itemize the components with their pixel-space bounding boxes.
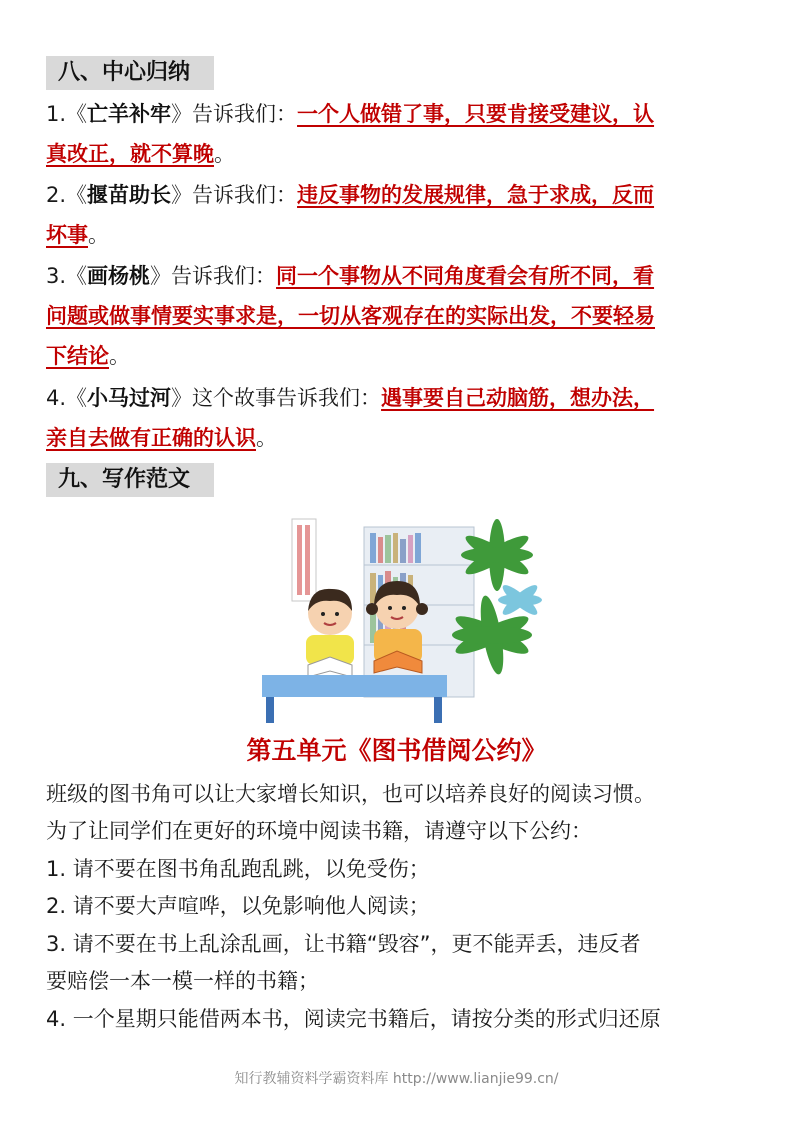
answer-text: 问题或做事情要实事求是，一切从客观存在的实际出发，不要轻易 [46,304,655,328]
book-bracket-close: 》 [150,264,172,288]
book-bracket-open: 《 [66,102,88,126]
answer-text: 亲自去做有正确的认识 [46,426,256,450]
item-number: 4. [46,386,67,410]
essay-line-4: 2. 请不要大声喧哗，以免影响他人阅读； [46,894,430,918]
answer-text: 真改正，就不算晚 [46,142,214,166]
summary-item-1-cont [46,134,749,174]
book-bracket-open: 《 [66,386,88,410]
summary-item-2 [46,175,749,215]
item-number: 2. [46,183,67,207]
lead-text: 这个故事告诉我们： [192,386,382,410]
essay-line-2: 为了让同学们在更好的环境中阅读书籍，请遵守以下公约： [46,819,592,843]
essay-line-6: 要赔偿一本一模一样的书籍； [46,969,319,993]
book-bracket-close: 》 [171,386,193,410]
essay-line-5: 3. 请不要在书上乱涂乱画，让书籍“毁容”，更不能弄丢，违反者 [46,932,641,956]
answer-text: 坏事 [46,223,88,247]
book-title: 亡羊补牢 [87,102,172,126]
summary-item-4 [46,378,749,418]
summary-item-3-cont [46,296,749,336]
illustration-svg [262,515,547,725]
lead-text: 告诉我们： [192,183,298,207]
item-number: 1. [46,102,67,126]
summary-item-2-cont [46,215,749,255]
essay-line-3: 1. 请不要在图书角乱跑乱跳，以免受伤； [46,857,430,881]
summary-item-3-cont2 [46,336,749,376]
section-header-text: 八、中心归纳 [58,60,191,85]
section-header-text: 九、写作范文 [58,467,191,492]
answer-text: 下结论 [46,344,109,368]
summary-item-3 [46,256,749,296]
book-title: 小马过河 [87,386,172,410]
period: 。 [256,426,277,450]
reading-children-illustration [262,515,547,725]
book-bracket-open: 《 [66,183,88,207]
book-bracket-open: 《 [66,264,88,288]
section-header-summary [46,56,214,90]
essay-title: 第五单元《图书借阅公约》 [246,736,547,765]
answer-text: 一个人做错了事，只要肯接受建议，认 [297,102,655,126]
answer-text: 同一个事物从不同角度看会有所不同，看 [276,264,655,288]
book-bracket-close: 》 [171,183,193,207]
book-title: 揠苗助长 [87,183,172,207]
period: 。 [109,344,130,368]
lead-text: 告诉我们： [192,102,298,126]
answer-text: 违反事物的发展规律，急于求成，反而 [297,183,655,207]
period: 。 [214,142,235,166]
summary-item-1 [46,94,749,134]
essay-line-1: 班级的图书角可以让大家增长知识，也可以培养良好的阅读习惯。 [46,782,655,806]
section-header-writing [46,463,214,497]
period: 。 [88,223,109,247]
book-title: 画杨桃 [87,264,151,288]
book-bracket-close: 》 [171,102,193,126]
footer-source-link[interactable]: 知行教辅资料学霸资料库 http://www.lianjie99.cn/ [234,1071,559,1087]
lead-text: 告诉我们： [171,264,277,288]
essay-line-7: 4. 一个星期只能借两本书，阅读完书籍后，请按分类的形式归还原 [46,1007,661,1031]
answer-text: 遇事要自己动脑筋，想办法， [381,386,655,410]
summary-item-4-cont [46,418,749,458]
item-number: 3. [46,264,67,288]
